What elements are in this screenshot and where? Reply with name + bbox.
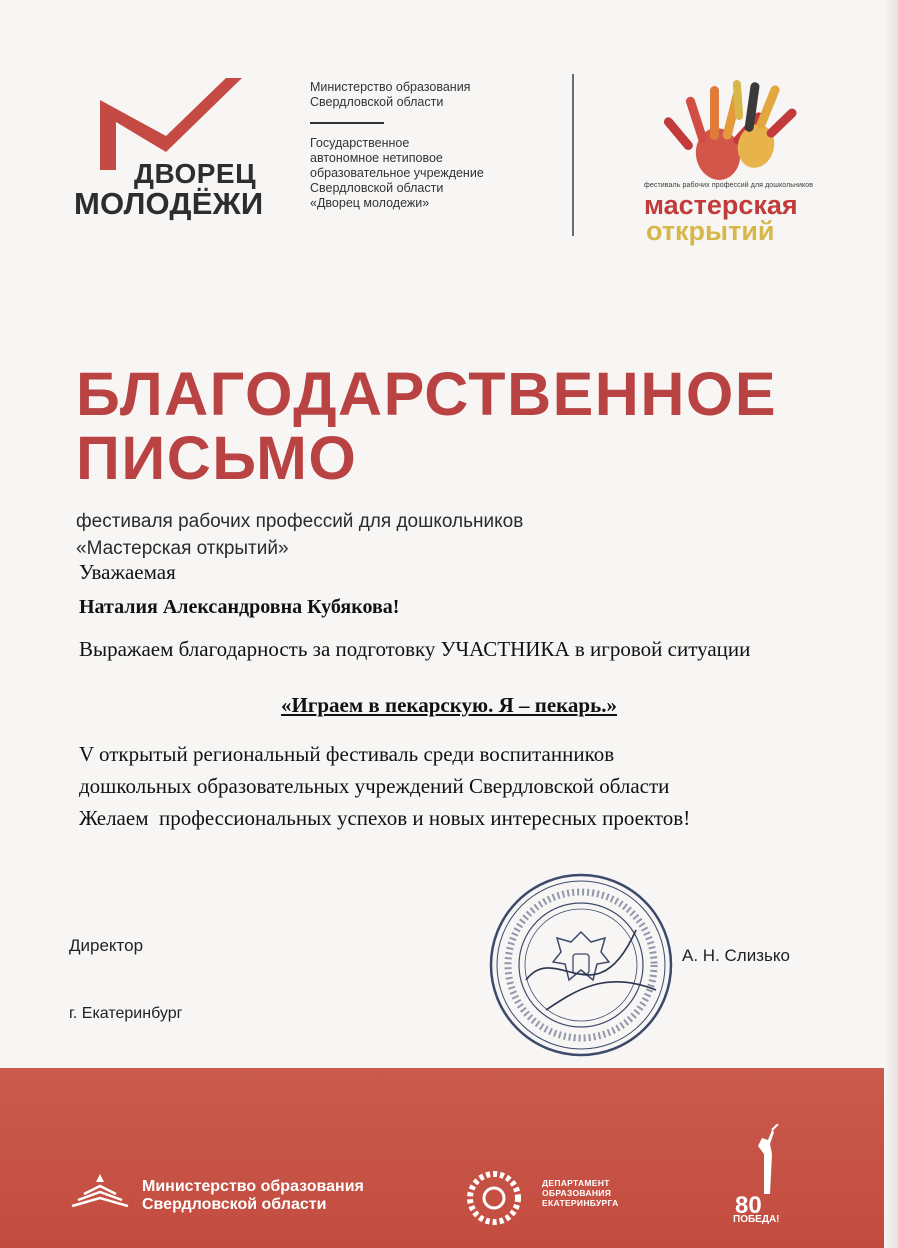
signatory-position: Директор bbox=[69, 936, 144, 955]
department-line-1: ДЕПАРТАМЕНТ bbox=[542, 1178, 610, 1188]
victory-word: ПОБЕДА! bbox=[733, 1214, 780, 1225]
department-line-3: ЕКАТЕРИНБУРГА bbox=[542, 1198, 619, 1208]
org-line-3: образовательное учреждение bbox=[310, 165, 484, 180]
dvorets-molodezhi-logo bbox=[74, 74, 264, 224]
org-line-1: Государственное bbox=[310, 135, 410, 150]
ministry-book-icon bbox=[68, 1172, 138, 1212]
scan-edge bbox=[884, 0, 898, 1248]
greeting: Уважаемая bbox=[79, 560, 176, 584]
signer-name: А. Н. Слизько bbox=[682, 946, 790, 965]
footer-band bbox=[0, 1068, 884, 1248]
ministry-line-2: Свердловской области bbox=[310, 95, 444, 109]
city: г. Екатеринбург bbox=[69, 1005, 183, 1022]
letter-title bbox=[76, 362, 777, 490]
footer-ministry-line-2: Свердловской области bbox=[142, 1196, 327, 1213]
department-line-2: ОБРАЗОВАНИЯ bbox=[542, 1188, 612, 1198]
victory-80: 80 bbox=[735, 1192, 762, 1219]
logo-tagline: фестиваль рабочих профессий для дошкольников bbox=[644, 182, 814, 189]
thanks-text: Выражаем благодарность за подготовку УЧАСТНИКА в игровой ситуации bbox=[79, 637, 751, 661]
footer-ministry-line-1: Министерство образования bbox=[142, 1178, 364, 1195]
festival-text bbox=[79, 738, 809, 834]
header-vertical-divider bbox=[572, 74, 574, 236]
department-emblem-icon bbox=[462, 1166, 526, 1230]
title-line-2: ПИСЬМО bbox=[76, 424, 358, 492]
game-title: «Играем в пекарскую. Я – пекарь.» bbox=[281, 693, 617, 717]
logo-word-masterskaya: мастерская bbox=[644, 190, 798, 220]
festival-line-1: V открытый региональный фестиваль среди воспитанников bbox=[79, 742, 615, 766]
monument-icon bbox=[744, 1124, 784, 1194]
official-seal-icon bbox=[486, 870, 676, 1060]
subtitle-line-1: фестиваля рабочих профессий для дошкольников bbox=[76, 511, 524, 532]
footer-department bbox=[542, 1178, 619, 1208]
dvorets-logo-word2: МОЛОДЁЖИ bbox=[74, 186, 264, 221]
subtitle-line-2: «Мастерская открытий» bbox=[76, 538, 289, 559]
divider bbox=[310, 122, 384, 124]
ministry-line-1: Министерство образования bbox=[310, 80, 471, 94]
logo-word-otkrytiy: открытий bbox=[646, 216, 775, 246]
title-line-1: БЛАГОДАРСТВЕННОЕ bbox=[76, 360, 778, 428]
festival-line-2: дошкольных образовательных учреждений Свердловской области bbox=[79, 774, 670, 798]
masterskaya-otkrytiy-logo bbox=[644, 74, 834, 244]
org-line-4: Свердловской области bbox=[310, 180, 444, 195]
org-line-2: автономное нетиповое bbox=[310, 150, 443, 165]
hands-icon bbox=[644, 74, 834, 182]
recipient-name: Наталия Александровна Кубякова! bbox=[79, 596, 400, 618]
letter-subtitle bbox=[76, 508, 523, 562]
issuer-block bbox=[310, 80, 560, 211]
wishes-line: Желаем профессиональных успехов и новых интересных проектов! bbox=[79, 806, 691, 830]
org-line-5: «Дворец молодежи» bbox=[310, 195, 430, 210]
dvorets-logo-word1: ДВОРЕЦ bbox=[134, 158, 257, 189]
footer-ministry bbox=[142, 1178, 364, 1214]
